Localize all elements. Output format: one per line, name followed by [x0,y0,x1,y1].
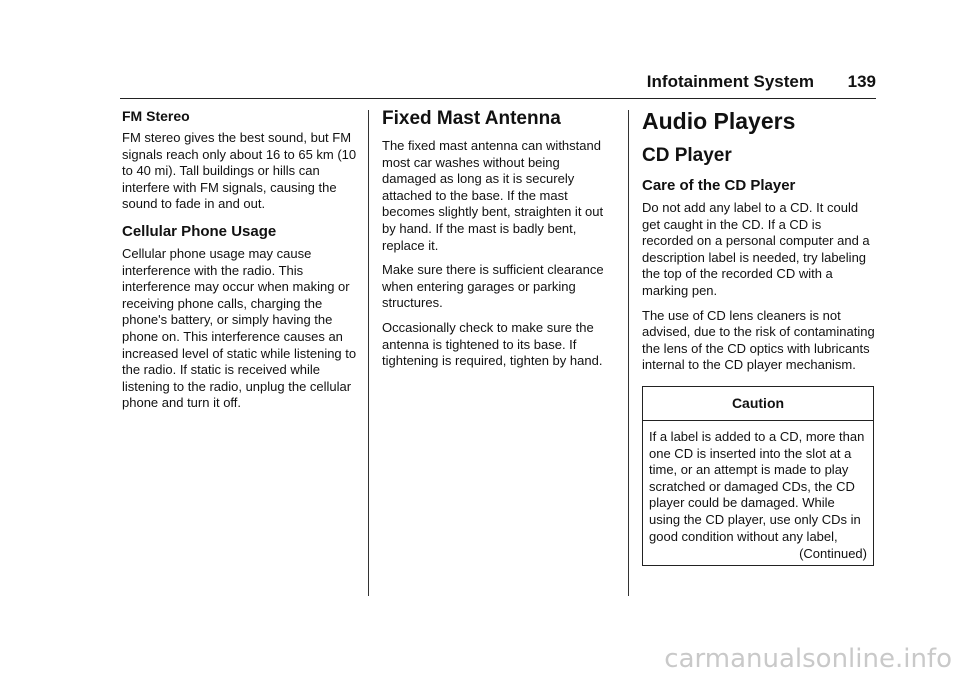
caution-text: If a label is added to a CD, more than one CD is inserted into the slot at a time, or an attempt is made to play scratched or damaged CDs, the CD player could be damaged. While using the CD player, use only CDs in good condition without any label, [649,428,865,544]
fm-stereo-paragraph: FM stereo gives the best sound, but FM signals reach only about 16 to 65 km (10 to 40 mi). Tall buildings or hills can interfere with FM signals, causing the sound to fade in and out. [122,130,357,212]
column-left [122,108,358,420]
caution-body [643,421,873,565]
watermark: carmanualsonline.info [664,644,952,674]
caution-box [642,386,874,566]
column-divider-right [628,110,629,596]
cd-care-paragraph-2: The use of CD lens cleaners is not advised, due to the risk of contaminating the lens of the CD optics with lubricants internal to the CD player mechanism. [642,307,875,373]
page-header [120,68,876,99]
cellular-phone-paragraph: Cellular phone usage may cause interference with the radio. This interference may occur when making or receiving phone calls, charging the phone's battery, or simply having the phone on. This interference causes an increased level of static while listening to the radio. If static is received while listening to the radio, unplug the cellular phone and turn it off. [122,245,357,411]
cd-care-paragraph-1: Do not add any label to a CD. It could get caught in the CD. If a CD is recorded on a personal computer and a description label is needed, try labeling the top of the recorded CD with a marking pen. [642,200,870,298]
column-divider-left [368,110,369,596]
page-number: 139 [847,72,876,91]
audio-players-heading: Audio Players [642,108,796,134]
cellular-phone-heading: Cellular Phone Usage [122,222,277,240]
cd-player-heading: CD Player [642,145,732,166]
care-of-cd-player-heading: Care of the CD Player [642,177,796,194]
antenna-paragraph-3: Occasionally check to make sure the antenna is tightened to its base. If tightening is required, tighten by hand. [382,319,603,369]
column-middle [382,108,614,378]
fm-stereo-heading: FM Stereo [122,108,190,124]
fixed-mast-antenna-heading: Fixed Mast Antenna [382,108,561,129]
column-right [642,108,876,566]
antenna-paragraph-1: The fixed mast antenna can withstand most car washes without being damaged as long as it is securely attached to the base. If the mast becomes slightly bent, straighten it out by hand. If the mast is badly bent, replace it. [382,138,604,253]
antenna-paragraph-2: Make sure there is sufficient clearance when entering garages or parking structures. [382,262,604,311]
running-title: Infotainment System [646,72,814,91]
continued-label: (Continued) [799,546,867,562]
caution-title: Caution [643,387,873,421]
